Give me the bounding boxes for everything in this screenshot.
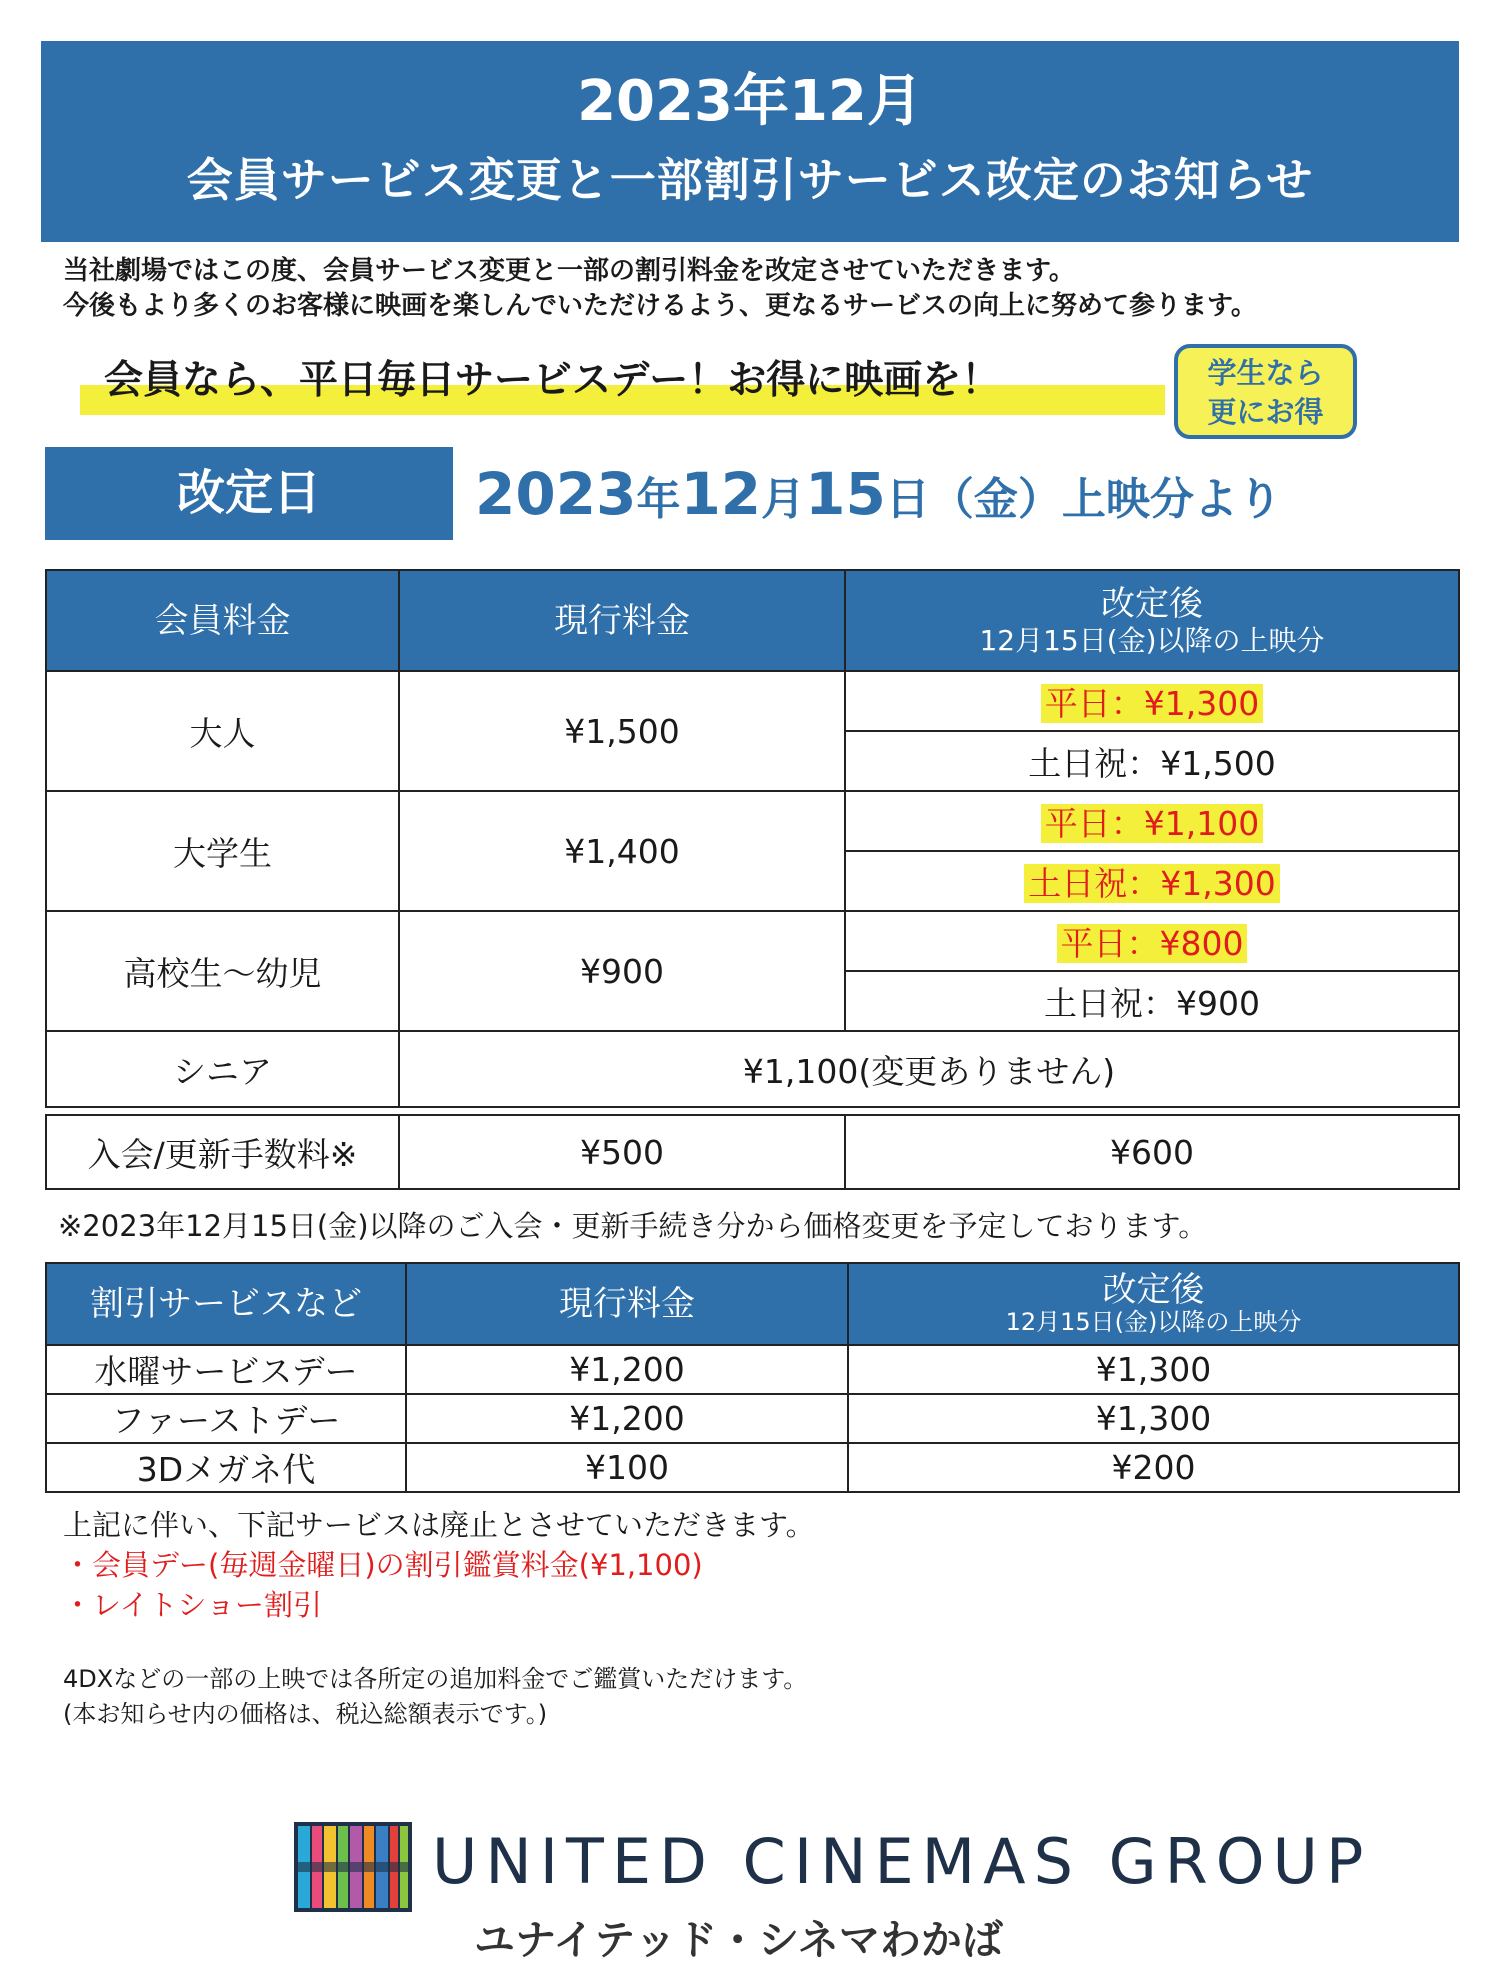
revision-day: 15 (805, 460, 886, 528)
table-row (46, 791, 1459, 851)
revision-year: 2023 (475, 460, 637, 528)
logo-name: UNITED CINEMAS GROUP (432, 1825, 1372, 1898)
table-row-fee (46, 1115, 1459, 1189)
table-row (46, 1345, 1459, 1394)
row-weekend-price (845, 851, 1459, 911)
row-weekend-price: 土日祝：¥1,500 (845, 731, 1459, 791)
abolish-item-2: ・レイトショー割引 (63, 1588, 322, 1622)
discount-header-name: 割引サービスなど (46, 1263, 406, 1345)
revision-label: 改定日 (45, 447, 453, 540)
discount-header-new-sub: 12月15日(金)以降の上映分 (1005, 1308, 1302, 1336)
table-row (46, 1394, 1459, 1443)
row-current-price: ¥1,500 (399, 671, 845, 791)
fee-note: ※2023年12月15日(金)以降のご入会・更新手続き分から価格変更を予定しております。 (58, 1209, 1208, 1243)
intro-line-2: 今後もより多くのお客様に映画を楽しんでいただけるよう、更なるサービスの向上に努めて参ります。 (63, 291, 1257, 321)
member-header-category: 会員料金 (46, 570, 399, 671)
row-weekday-price (845, 671, 1459, 731)
discount-new: ¥1,300 (848, 1345, 1459, 1394)
table-row (46, 1443, 1459, 1492)
student-badge (1174, 344, 1357, 439)
weekend-price-highlight: 土日祝：¥1,300 (1024, 864, 1279, 903)
senior-category: シニア (46, 1031, 399, 1107)
discount-name: ファーストデー (46, 1394, 406, 1443)
row-current-price: ¥900 (399, 911, 845, 1031)
discount-header-new (848, 1263, 1459, 1345)
student-badge-line-1: 学生なら (1207, 356, 1324, 390)
abolish-intro: 上記に伴い、下記サービスは廃止とさせていただきます。 (63, 1508, 815, 1542)
revision-month: 12 (680, 460, 762, 528)
fee-category: 入会/更新手数料※ (46, 1115, 399, 1189)
table-row-senior (46, 1031, 1459, 1107)
discount-current: ¥1,200 (406, 1394, 848, 1443)
intro-text (63, 254, 1257, 324)
revision-day-unit: 日 (885, 474, 930, 525)
fee-current: ¥500 (399, 1115, 845, 1189)
discount-new: ¥1,300 (848, 1394, 1459, 1443)
fee-new: ¥600 (845, 1115, 1459, 1189)
revision-suffix: （金）上映分より (929, 474, 1282, 525)
revision-month-unit: 月 (761, 474, 806, 525)
row-category: 大人 (46, 671, 399, 791)
discount-new: ¥200 (848, 1443, 1459, 1492)
united-cinemas-logo-icon (294, 1822, 412, 1912)
member-header-new-title: 改定後 (1101, 583, 1203, 624)
table-row (46, 671, 1459, 731)
member-price-table (45, 569, 1460, 1190)
discount-name: 3Dメガネ代 (46, 1443, 406, 1492)
member-header-current: 現行料金 (399, 570, 845, 671)
table-gap (46, 1107, 1459, 1115)
footnote-2: (本お知らせ内の価格は、税込総額表示です。) (63, 1700, 548, 1728)
row-current-price: ¥1,400 (399, 791, 845, 911)
senior-price: ¥1,100(変更ありません) (399, 1031, 1459, 1107)
discount-table (45, 1262, 1460, 1493)
header-title: 会員サービス変更と一部割引サービス改定のお知らせ (186, 153, 1314, 207)
member-header-new (845, 570, 1459, 671)
weekday-price-highlight: 平日：¥1,300 (1041, 684, 1263, 723)
member-header-new-sub: 12月15日(金)以降の上映分 (979, 623, 1325, 657)
revision-year-unit: 年 (636, 474, 681, 525)
discount-current: ¥1,200 (406, 1345, 848, 1394)
discount-name: 水曜サービスデー (46, 1345, 406, 1394)
discount-header-current: 現行料金 (406, 1263, 848, 1345)
discount-current: ¥100 (406, 1443, 848, 1492)
row-category: 高校生～幼児 (46, 911, 399, 1031)
weekday-price-highlight: 平日：¥800 (1057, 924, 1248, 963)
header-title-date: 2023年12月 (577, 69, 923, 134)
row-weekday-price (845, 791, 1459, 851)
header-banner (41, 41, 1459, 242)
footnotes (63, 1662, 807, 1732)
abolish-notice (63, 1505, 815, 1625)
discount-header-new-title: 改定後 (1102, 1270, 1205, 1310)
row-weekend-price: 土日祝：¥900 (845, 971, 1459, 1031)
revision-date (475, 454, 1282, 540)
student-badge-line-2: 更にお得 (1207, 395, 1324, 429)
table-row (46, 911, 1459, 971)
abolish-item-1: ・会員デー(毎週金曜日)の割引鑑賞料金(¥1,100) (63, 1548, 703, 1582)
highlight-text: 会員なら、平日毎日サービスデー！お得に映画を！ (104, 358, 1001, 403)
theater-name: ユナイテッド・シネマわかば (474, 1916, 1003, 1964)
footnote-1: 4DXなどの一部の上映では各所定の追加料金でご鑑賞いただけます。 (63, 1665, 808, 1693)
row-weekday-price (845, 911, 1459, 971)
row-category: 大学生 (46, 791, 399, 911)
intro-line-1: 当社劇場ではこの度、会員サービス変更と一部の割引料金を改定させていただきます。 (63, 256, 1075, 286)
weekday-price-highlight: 平日：¥1,100 (1041, 804, 1263, 843)
